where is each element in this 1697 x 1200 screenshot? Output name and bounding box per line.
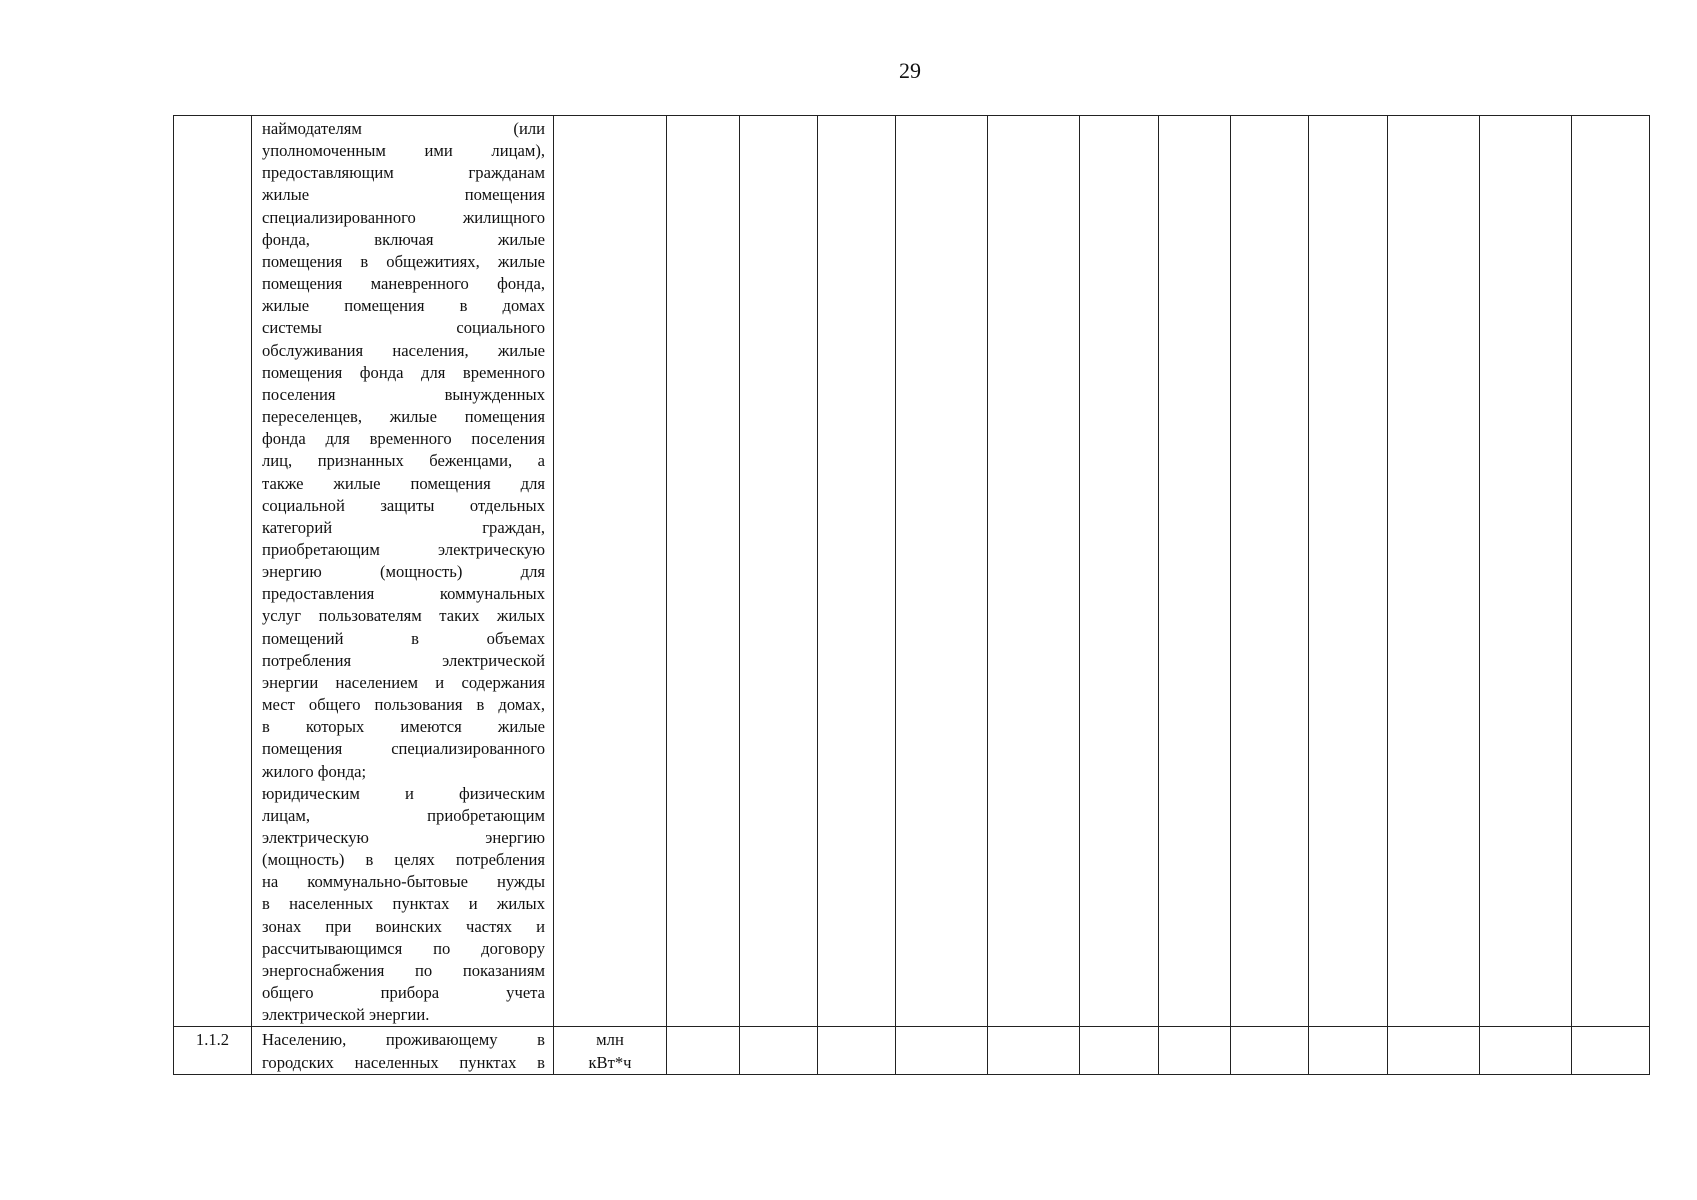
table-row: [174, 1027, 1650, 1075]
description-line: также жилые помещения для: [262, 473, 545, 493]
row-number: 1.1.2: [195, 1030, 230, 1050]
value-cell: [1309, 116, 1388, 1027]
description-line: предоставления коммунальных: [262, 584, 545, 604]
description-line: предоставляющим гражданам: [262, 163, 545, 183]
description-line: в населенных пунктах и жилых: [262, 894, 545, 914]
description-line: приобретающим электрическую: [262, 539, 545, 559]
value-cell: [1159, 116, 1231, 1027]
description-line: электрическую энергию: [262, 828, 545, 847]
description-line: помещения фонда для временного: [262, 362, 545, 382]
description-line: фонда для временного поселения: [262, 429, 545, 449]
table-row: [174, 116, 1650, 1027]
description-line: зонах при воинских частях и: [262, 916, 545, 936]
value-cell: [988, 116, 1080, 1027]
unit-label: млн: [596, 1030, 624, 1050]
description-line: фонда, включая жилые: [262, 229, 545, 249]
value-cell: [1572, 116, 1650, 1027]
description-line: общего прибора учета: [262, 983, 545, 1003]
description-line: услуг пользователям таких жилых: [262, 606, 545, 626]
value-cell: [1388, 116, 1480, 1027]
description-line: энергоснабжения по показаниям: [262, 960, 545, 980]
description-line: энергии населением и содержания: [262, 672, 545, 692]
description-line: жилые помещения в домах: [262, 296, 545, 316]
description-line: поселения вынужденных: [262, 384, 545, 404]
description-line: наймодателям (или: [262, 119, 545, 138]
description-line: категорий граждан,: [262, 517, 545, 537]
value-cell: [1572, 1027, 1650, 1075]
unit-cell: [554, 116, 667, 1027]
description-line: Населению, проживающему в: [262, 1030, 545, 1050]
row-number-cell: [174, 1027, 252, 1075]
description-line: жилого фонда;: [262, 761, 367, 781]
description-line: на коммунально-бытовые нужды: [262, 872, 545, 892]
value-cell: [740, 1027, 818, 1075]
description-line: помещений в объемах: [262, 628, 545, 648]
description-line: социальной защиты отдельных: [262, 495, 545, 515]
description-line: потребления электрической: [262, 650, 545, 670]
description-cell: [252, 116, 554, 1027]
value-cell: [1231, 116, 1309, 1027]
description-line: жилые помещения: [262, 185, 545, 205]
value-cell: [818, 1027, 896, 1075]
value-cell: [1080, 1027, 1159, 1075]
description-line: уполномоченным ими лицам),: [262, 141, 545, 161]
unit-label: кВт*ч: [588, 1052, 632, 1072]
description-line: электрической энергии.: [262, 1005, 430, 1025]
description-line: помещения маневренного фонда,: [262, 274, 545, 294]
description-line: рассчитывающимся по договору: [262, 938, 545, 958]
value-cell: [667, 1027, 740, 1075]
value-cell: [1480, 116, 1572, 1027]
row-number-cell: [174, 116, 252, 1027]
description-cell: [252, 1027, 554, 1075]
description-line: переселенцев, жилые помещения: [262, 407, 545, 427]
value-cell: [896, 1027, 988, 1075]
value-cell: [667, 116, 740, 1027]
value-cell: [1388, 1027, 1480, 1075]
value-cell: [1309, 1027, 1388, 1075]
description-line: специализированного жилищного: [262, 207, 545, 227]
description-line: лицам, приобретающим: [262, 805, 545, 825]
value-cell: [740, 116, 818, 1027]
value-cell: [1080, 116, 1159, 1027]
description-line: лиц, признанных беженцами, а: [262, 451, 545, 471]
value-cell: [1231, 1027, 1309, 1075]
description-line: системы социального: [262, 318, 545, 338]
description-line: помещения в общежитиях, жилые: [262, 251, 545, 271]
description-line: обслуживания населения, жилые: [262, 340, 545, 360]
value-cell: [896, 116, 988, 1027]
value-cell: [988, 1027, 1080, 1075]
description-line: городских населенных пунктах в: [262, 1052, 545, 1072]
value-cell: [1159, 1027, 1231, 1075]
value-cell: [1480, 1027, 1572, 1075]
unit-cell: [554, 1027, 667, 1075]
data-table: [173, 115, 1650, 1075]
description-line: юридическим и физическим: [262, 783, 545, 803]
description-line: в которых имеются жилые: [262, 717, 545, 737]
page-number: 29: [899, 58, 921, 83]
value-cell: [818, 116, 896, 1027]
description-line: энергию (мощность) для: [262, 562, 545, 582]
description-line: мест общего пользования в домах,: [262, 695, 545, 715]
description-line: помещения специализированного: [262, 739, 545, 759]
description-line: (мощность) в целях потребления: [262, 850, 545, 870]
